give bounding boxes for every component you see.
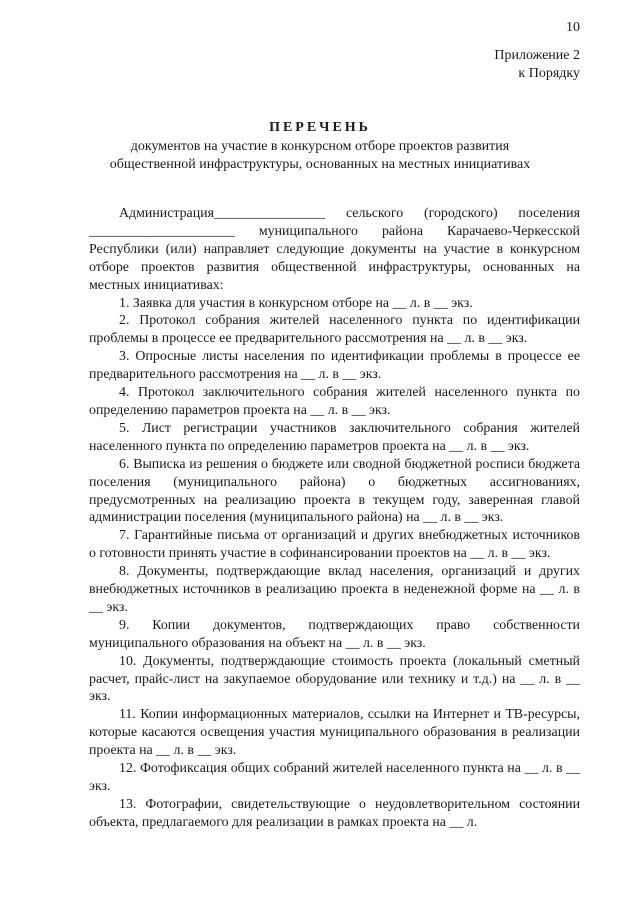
document-subtitle <box>0 138 640 174</box>
subtitle-line: общественной инфраструктуры, основанных на местных инициативах <box>109 157 531 172</box>
intro-paragraph: Администрация________________ сельского (городского) поселения _____________________ муниципального района Карачаево-Черкесской Республики (или) направляет следующие документы на участие в конкурсном отборе проектов развития общественной инфраструктуры, основанных на местных инициативах: <box>89 206 580 293</box>
list-item: 10. Документы, подтверждающие стоимость проекта (локальный сметный расчет, прайс-лист на закупаемое оборудование или технику и т.д.) на __ л. в __ экз. <box>89 653 580 705</box>
list-item: 7. Гарантийные письма от организаций и других внебюджетных источников о готовности принять участие в софинансировании проектов на __ л. в __ экз. <box>89 528 580 562</box>
document-title: ПЕРЕЧЕНЬ <box>269 120 371 135</box>
subtitle-line: документов на участие в конкурсном отборе проектов развития <box>130 139 510 154</box>
list-item: 6. Выписка из решения о бюджете или сводной бюджетной росписи бюджета поселения (муниципального района) о бюджетных ассигнованиях, предусмотренных на реализацию проекта в текущем году, заверенная главой администрации поселения (муниципального района) на __ л. в __ экз. <box>89 456 580 526</box>
appendix-line: к Порядку <box>518 66 580 81</box>
list-item: 12. Фотофиксация общих собраний жителей населенного пункта на __ л. в __ экз. <box>89 761 580 794</box>
list-item: 13. Фотографии, свидетельствующие о неудовлетворительном состоянии объекта, предлагаемого для реализации в рамках проекта на __ л. <box>89 796 580 830</box>
list-item: 9. Копии документов, подтверждающих право собственности муниципального образования на объект на __ л. в __ экз. <box>89 617 580 651</box>
list-item: 8. Документы, подтверждающие вклад населения, организаций и других внебюджетных источников в реализацию проекта в неденежной форме на __ л. в __ экз. <box>89 564 580 615</box>
list-item: 1. Заявка для участия в конкурсном отборе на __ л. в __ экз. <box>119 295 473 311</box>
list-item: 3. Опросные листы населения по идентификации проблемы в процессе ее предварительного рассмотрения на __ л. в __ экз. <box>89 349 580 383</box>
appendix-line: Приложение 2 <box>494 48 580 63</box>
list-item: 11. Копии информационных материалов, ссылки на Интернет и ТВ-ресурсы, которые касаются освещения участия муниципального образования в реализации проекта на __ л. в __ экз. <box>89 707 580 759</box>
list-item: 2. Протокол собрания жителей населенного пункта по идентификации проблемы в процессе ее предварительного рассмотрения на __ л. в __ экз. <box>89 313 580 347</box>
list-item: 4. Протокол заключительного собрания жителей населенного пункта по определению параметров проекта на __ л. в __ экз. <box>89 385 580 418</box>
document-body <box>89 205 580 832</box>
appendix-reference <box>494 47 580 83</box>
list-item: 5. Лист регистрации участников заключительного собрания жителей населенного пункта по определению параметров проекта на __ л. в __ экз. <box>89 420 580 454</box>
page-number: 10 <box>566 20 580 35</box>
